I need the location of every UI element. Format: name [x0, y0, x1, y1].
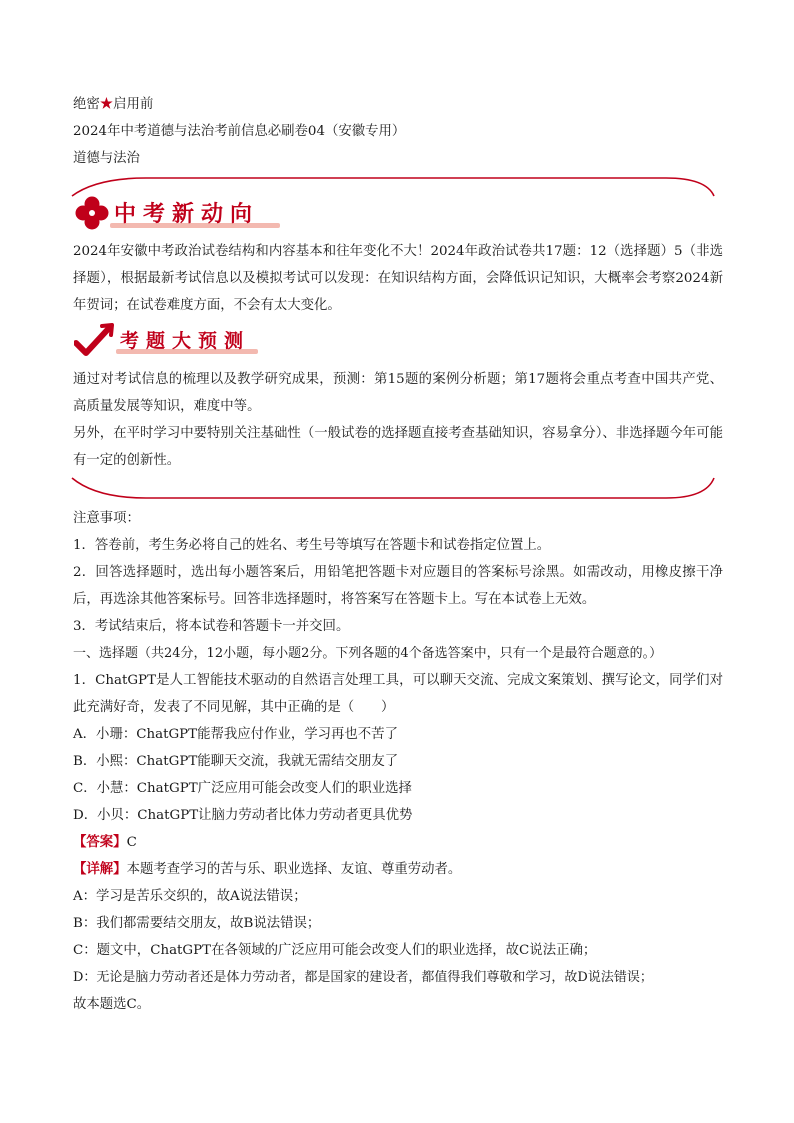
note-item-2: 2．回答选择题时，选出每小题答案后，用铅笔把答题卡对应题目的答案标号涂黑。如需改动，用橡皮擦干净后，再选涂其他答案标号。回答非选择题时，将答案写在答题卡上。写在本试卷上无效。 — [73, 565, 723, 607]
conclusion: 故本题选C。 — [73, 997, 151, 1012]
secret-marker: 绝密★启用前 — [73, 97, 154, 112]
detail-line — [73, 856, 723, 883]
note-item-1: 1．答卷前，考生务必将自己的姓名、考生号等填写在答题卡和试卷指定位置上。 — [73, 538, 551, 553]
detail-label: 【详解】 — [73, 861, 127, 877]
option-d: D．小贝：ChatGPT让脑力劳动者比体力劳动者更具优势 — [73, 808, 413, 823]
subject-label: 道德与法治 — [73, 151, 140, 166]
checkmark-arrow-icon — [74, 323, 118, 359]
four-petal-flower-icon — [74, 195, 110, 231]
section-predict-text-2: 另外，在平时学习中要特别关注基础性（一般试卷的选择题直接考查基础知识，容易拿分）、非选择题今年可能有一定的创新性。 — [73, 426, 723, 468]
detail-text: 本题考查学习的苦与乐、职业选择、友谊、尊重劳动者。 — [126, 862, 462, 877]
star-icon: ★ — [99, 97, 114, 112]
part-heading: 一、选择题（共24分，12小题，每小题2分。下列各题的4个备选答案中，只有一个是最符合题意的。） — [73, 646, 663, 661]
explain-b: B：我们都需要结交朋友，故B说法错误； — [73, 916, 321, 931]
question-stem: 1．ChatGPT是人工智能技术驱动的自然语言处理工具，可以聊天交流、完成文案策划、撰写论文，同学们对此充满好奇，发表了不同见解，其中正确的是（ ） — [73, 673, 723, 715]
option-c: C．小慧：ChatGPT广泛应用可能会改变人们的职业选择 — [73, 781, 412, 796]
option-b: B．小熙：ChatGPT能聊天交流，我就无需结交朋友了 — [73, 754, 399, 769]
section-predict-text-1: 通过对考试信息的梳理以及教学研究成果，预测：第15题的案例分析题；第17题将会重点考查中国共产党、高质量发展等知识，难度中等。 — [73, 372, 723, 414]
section-trends-text: 2024年安徽中考政治试卷结构和内容基本和往年变化不大！2024年政治试卷共17题：12（选择题）5（非选择题），根据最新考试信息以及模拟考试可以发现：在知识结构方面，会降低识记知识，大概率会考察2024新年贺词；在试卷难度方面，不会有太大变化。 — [73, 244, 723, 313]
answer-value: C — [126, 835, 137, 850]
notes-heading: 注意事项： — [73, 511, 140, 526]
answer-line — [73, 829, 723, 856]
answer-label: 【答案】 — [73, 834, 127, 850]
section-predict-heading — [74, 323, 274, 359]
explain-d: D：无论是脑力劳动者还是体力劳动者，都是国家的建设者，都值得我们尊敬和学习，故D说法错误； — [73, 970, 653, 985]
exam-title: 2024年中考道德与法治考前信息必刷卷04（安徽专用） — [73, 124, 406, 139]
section-trends-heading — [74, 195, 274, 231]
section-trends-title: 中考新动向 — [114, 202, 260, 227]
note-item-3: 3．考试结束后，将本试卷和答题卡一并交回。 — [73, 619, 350, 634]
explain-a: A：学习是苦乐交织的，故A说法错误； — [73, 889, 307, 904]
explain-c: C：题文中，ChatGPT在各领域的广泛应用可能会改变人们的职业选择，故C说法正确； — [73, 943, 597, 958]
section-predict-title: 考题大预测 — [120, 330, 251, 352]
option-a: A．小珊：ChatGPT能帮我应付作业，学习再也不苦了 — [73, 727, 398, 742]
